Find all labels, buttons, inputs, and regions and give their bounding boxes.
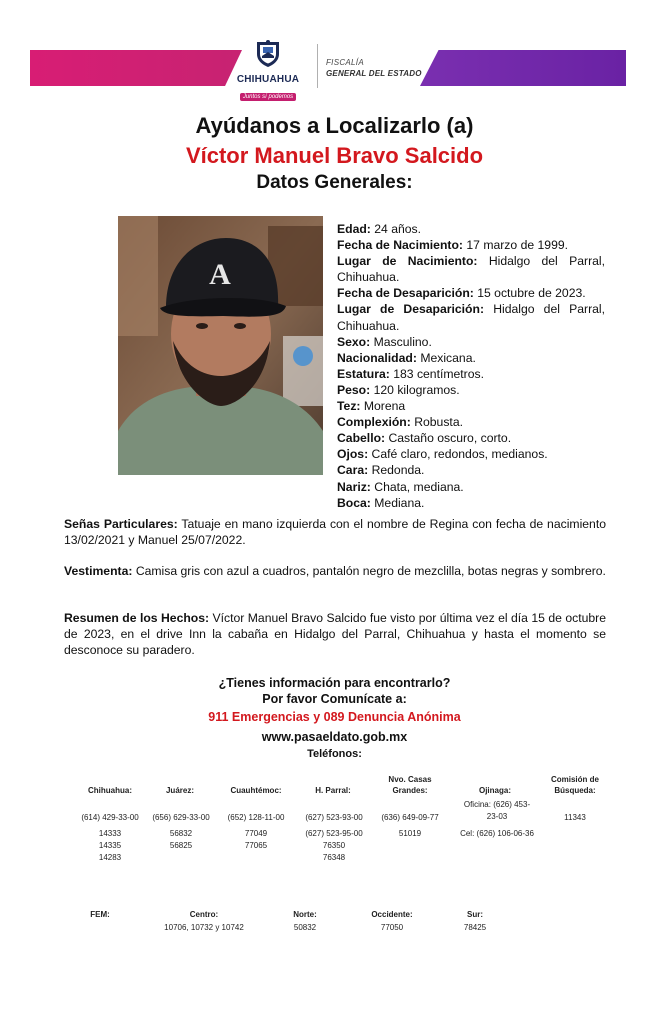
detail-lugar-desaparicion: Lugar de Desaparición: Hidalgo del Parral, Chihuahua. bbox=[337, 302, 606, 333]
detail-nariz: Nariz: Chata, mediana. bbox=[337, 479, 464, 494]
regional-norte-value: 50832 bbox=[293, 923, 317, 932]
phone-juarez-1: (656) 629-33-00 bbox=[152, 813, 210, 822]
missing-person-name: Víctor Manuel Bravo Salcido bbox=[185, 143, 484, 168]
detail-fecha-desaparicion: Fecha de Desaparición: 15 octubre de 2023. bbox=[337, 286, 586, 301]
phone-juarez-3: 56825 bbox=[169, 841, 193, 850]
state-shield-icon bbox=[253, 38, 283, 68]
incident-summary: Resumen de los Hechos: Víctor Manuel Bravo Salcido fue visto por última vez el día 15 de octubre de 2023, en el drive Inn la cabaña en Hidalgo del Parral, Chihuahua y hasta el momento se desconoce su paradero. bbox=[64, 611, 607, 658]
phone-header-comision-1: Comisión de bbox=[550, 775, 599, 784]
phone-header-parral: H. Parral: bbox=[315, 786, 351, 795]
emergency-numbers: 911 Emergencias y 089 Denuncia Anónima bbox=[208, 710, 461, 724]
regional-occidente-value: 77050 bbox=[380, 923, 404, 932]
regional-fem-label: FEM: bbox=[90, 910, 110, 919]
contact-prompt: Por favor Comunícate a: bbox=[262, 692, 407, 706]
poster-title: Ayúdanos a Localizarlo (a) bbox=[195, 113, 474, 138]
detail-peso: Peso: 120 kilogramos. bbox=[337, 382, 460, 397]
phone-cuauhtemoc-1: (652) 128-11-00 bbox=[227, 813, 285, 822]
detail-sexo: Sexo: Masculino. bbox=[337, 334, 432, 349]
logo-slogan: Juntos sí podemos bbox=[240, 93, 296, 101]
general-data-list bbox=[337, 221, 605, 511]
detail-cabello: Cabello: Castaño oscuro, corto. bbox=[337, 431, 512, 446]
header-purple-band bbox=[420, 50, 626, 86]
header-divider bbox=[317, 44, 318, 88]
chihuahua-logo bbox=[232, 38, 304, 102]
missing-person-photo bbox=[118, 216, 323, 475]
regional-centro-head: Centro: bbox=[189, 910, 219, 919]
detail-tez: Tez: Morena bbox=[337, 399, 406, 414]
phone-parral-1: (627) 523-93-00 bbox=[305, 813, 363, 822]
phone-header-ojinaga: Ojinaga: bbox=[478, 786, 511, 795]
regional-occidente-head: Occidente: bbox=[371, 910, 413, 919]
regional-centro-value: 10706, 10732 y 10742 bbox=[164, 923, 244, 932]
phone-cuauhtemoc-2: 77049 bbox=[244, 829, 268, 838]
section-title: Datos Generales: bbox=[256, 172, 413, 193]
phone-parral-2: (627) 523-95-00 bbox=[305, 829, 363, 838]
phone-chihuahua-3: 14335 bbox=[98, 841, 122, 850]
detail-complexion: Complexión: Robusta. bbox=[337, 415, 463, 430]
regional-norte-head: Norte: bbox=[293, 910, 317, 919]
phone-header-juarez: Juárez: bbox=[165, 786, 194, 795]
agency-name-line1: FISCALÍA bbox=[326, 58, 364, 67]
phone-comision-1: 11343 bbox=[564, 813, 586, 822]
agency-name-line2: GENERAL DEL ESTADO bbox=[326, 69, 422, 78]
phone-parral-3: 76350 bbox=[322, 841, 346, 850]
clothing-description: Vestimenta: Camisa gris con azul a cuadros, pantalón negro de mezclilla, botas negras y sombrero. bbox=[64, 564, 606, 578]
phones-title: Teléfonos: bbox=[307, 748, 362, 760]
regional-sur-head: Sur: bbox=[467, 910, 483, 919]
detail-fecha-nacimiento: Fecha de Nacimiento: 17 marzo de 1999. bbox=[337, 238, 569, 253]
svg-text:A: A bbox=[209, 258, 231, 291]
contact-question: ¿Tienes información para encontrarlo? bbox=[218, 676, 451, 690]
phone-nvo-casas-1: (636) 649-09-77 bbox=[381, 813, 439, 822]
phone-parral-4: 76348 bbox=[322, 853, 346, 862]
phone-ojinaga-oficina-1: Oficina: (626) 453- bbox=[463, 800, 531, 809]
phone-chihuahua-1: (614) 429-33-00 bbox=[81, 813, 139, 822]
phone-header-nvo-casas-1: Nvo. Casas bbox=[388, 775, 432, 784]
detail-cara: Cara: Redonda. bbox=[337, 463, 425, 478]
phone-header-chihuahua: Chihuahua: bbox=[88, 786, 132, 795]
regional-sur-value: 78425 bbox=[463, 923, 487, 932]
phone-ojinaga-cel: Cel: (626) 106-06-36 bbox=[460, 829, 534, 838]
phone-ojinaga-oficina-2: 23-03 bbox=[486, 812, 508, 821]
detail-ojos: Ojos: Café claro, redondos, medianos. bbox=[337, 447, 548, 462]
phone-header-cuauhtemoc: Cuauhtémoc: bbox=[230, 786, 282, 795]
portrait-illustration bbox=[118, 216, 323, 475]
detail-estatura: Estatura: 183 centímetros. bbox=[337, 366, 484, 381]
header-pink-band bbox=[30, 50, 242, 86]
detail-lugar-nacimiento: Lugar de Nacimiento: Hidalgo del Parral, Chihuahua. bbox=[337, 254, 605, 285]
phone-juarez-2: 56832 bbox=[169, 829, 193, 838]
detail-nacionalidad: Nacionalidad: Mexicana. bbox=[337, 350, 476, 365]
detail-edad: Edad: 24 años. bbox=[337, 222, 422, 236]
logo-wordmark: CHIHUAHUA bbox=[236, 74, 300, 85]
website-link[interactable]: www.pasaeldato.gob.mx bbox=[261, 730, 408, 744]
distinguishing-marks: Señas Particulares: Tatuaje en mano izquierda con el nombre de Regina con fecha de nacimiento 13/02/2021 y Manuel 25/07/2022. bbox=[64, 517, 606, 548]
phone-header-nvo-casas-2: Grandes: bbox=[392, 786, 428, 795]
phone-header-comision-2: Búsqueda: bbox=[554, 786, 596, 795]
detail-boca: Boca: Mediana. bbox=[337, 495, 425, 510]
phone-nvo-casas-2: 51019 bbox=[398, 829, 422, 838]
phone-chihuahua-4: 14283 bbox=[98, 853, 122, 862]
phone-chihuahua-2: 14333 bbox=[98, 829, 122, 838]
phone-cuauhtemoc-3: 77065 bbox=[244, 841, 268, 850]
